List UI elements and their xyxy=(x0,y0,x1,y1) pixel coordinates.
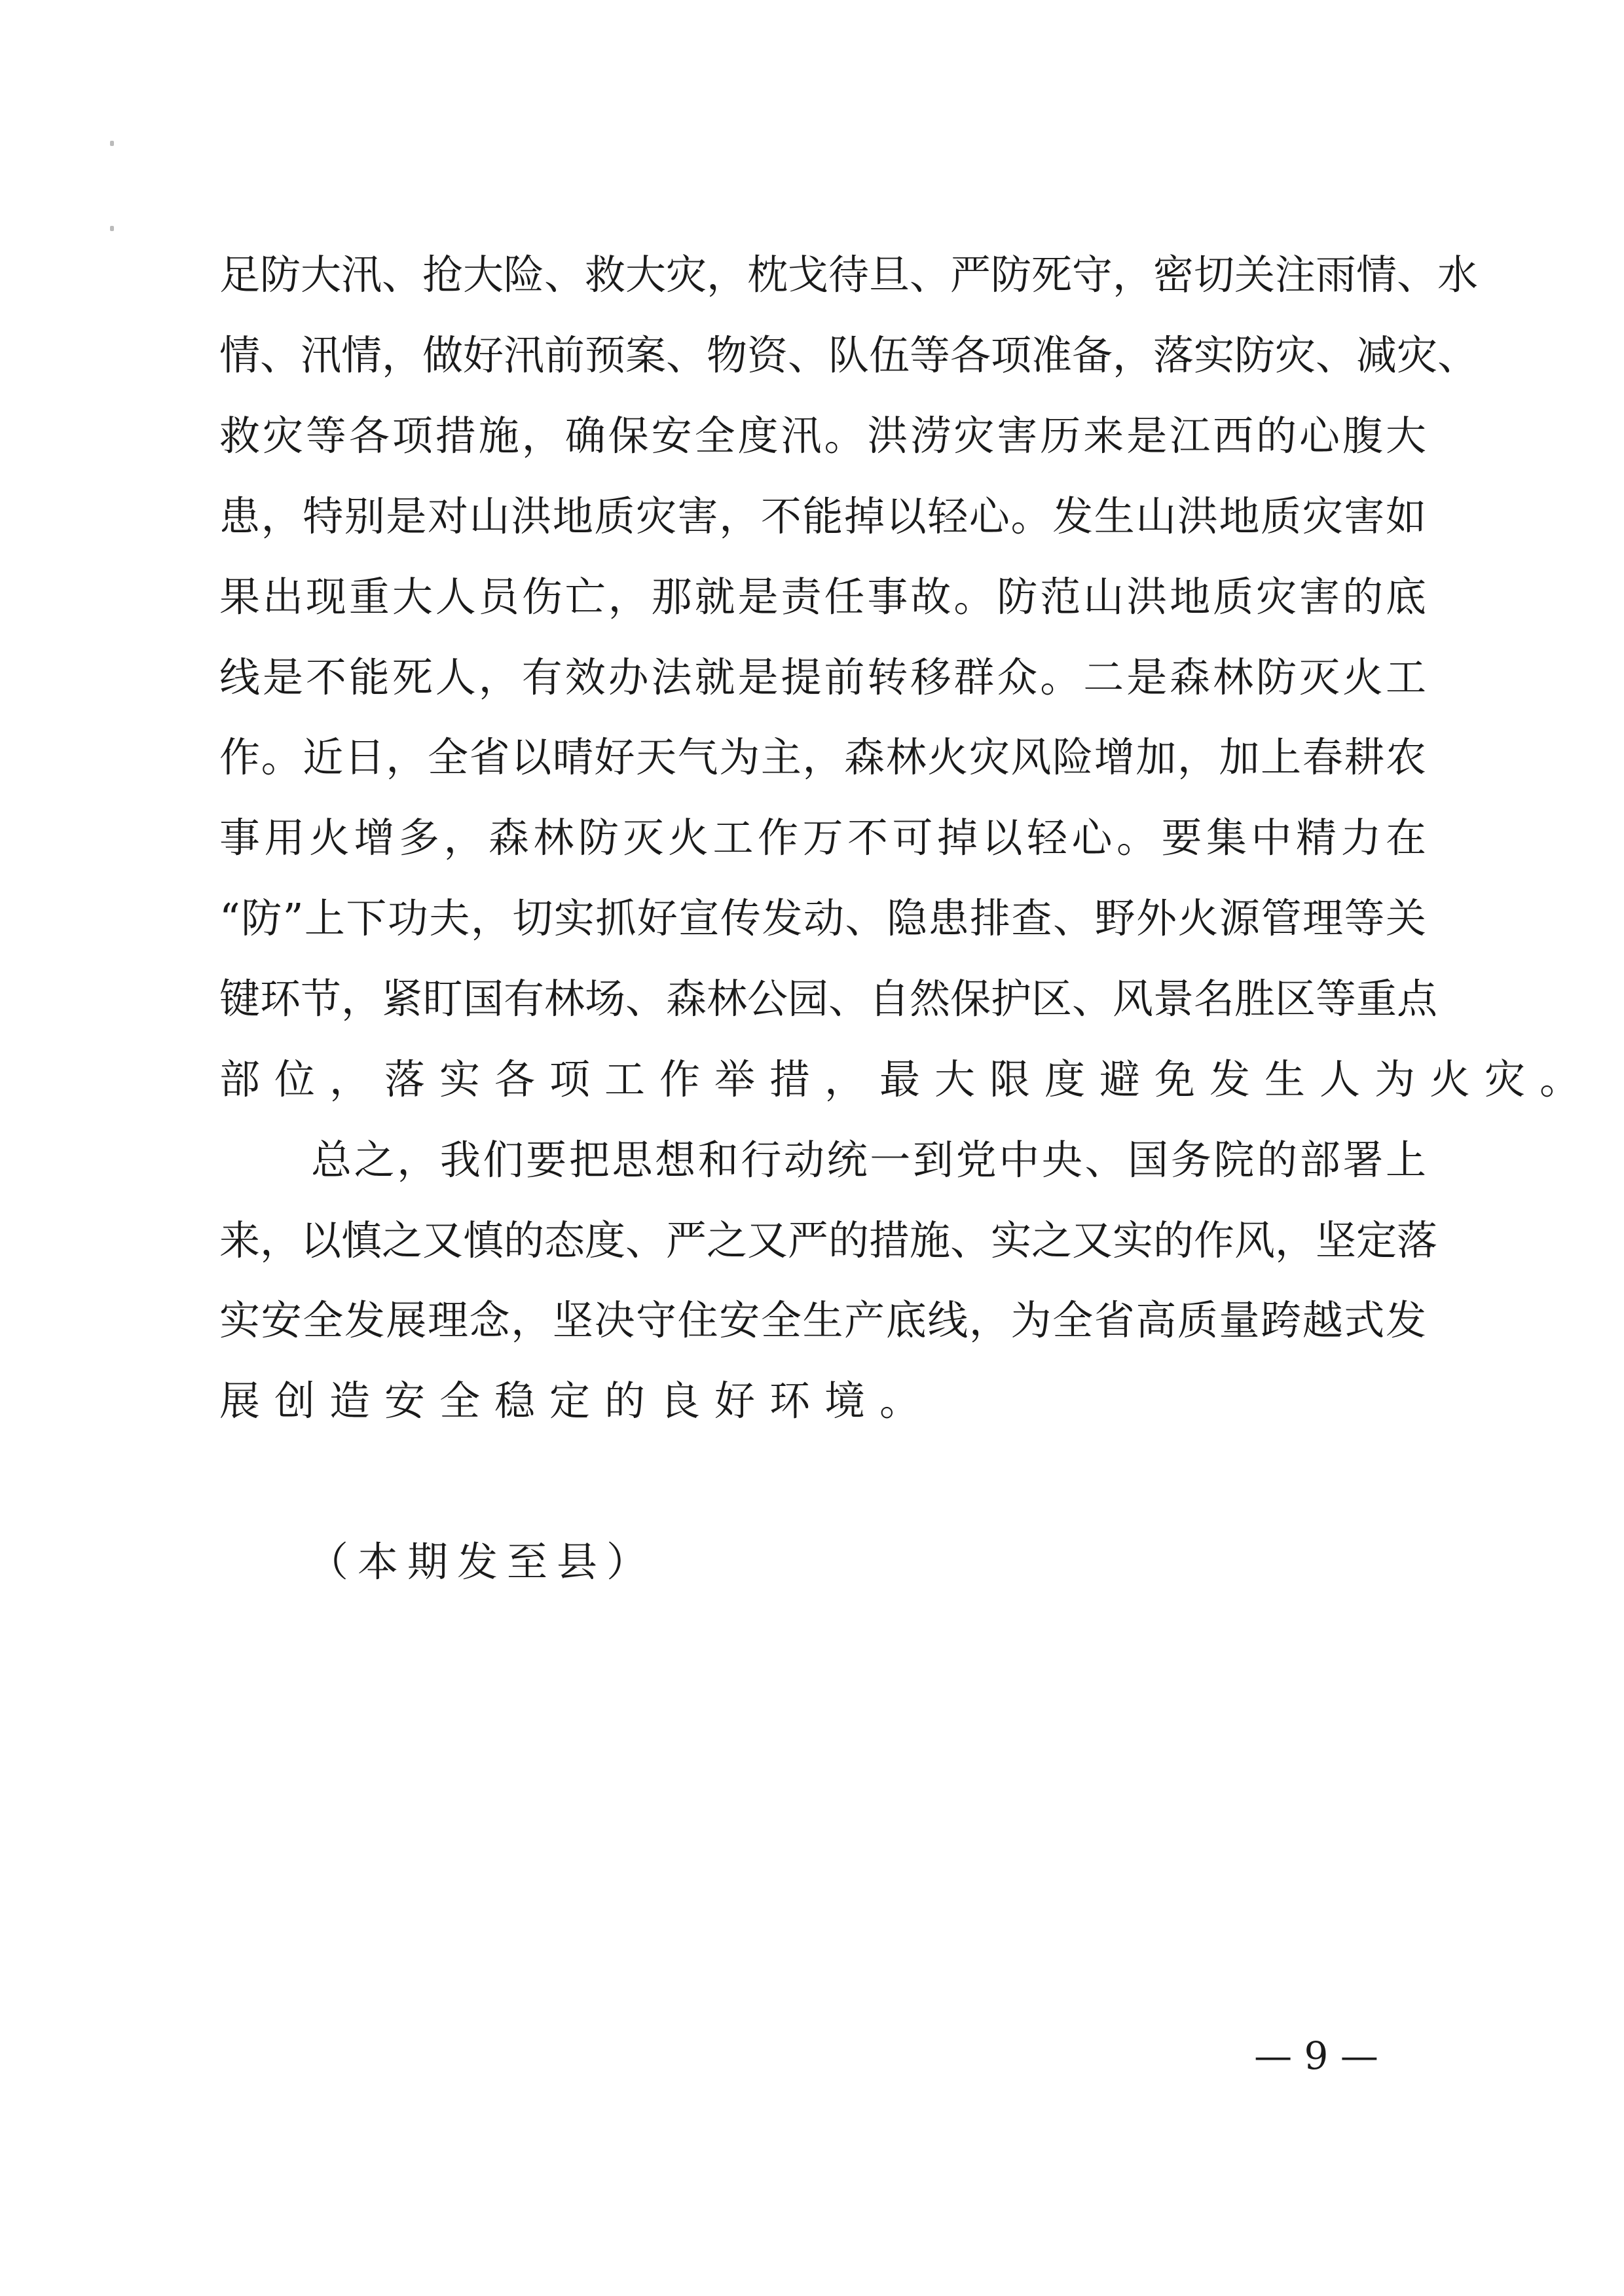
page-number: — 9 — xyxy=(1254,2033,1378,2078)
text-line: 键环节，紧盯国有林场、森林公园、自然保护区、风景名胜区等重点 xyxy=(219,975,1438,1023)
text-line: “防”上下功夫，切实抓好宣传发动、隐患排查、野外火源管理等关 xyxy=(219,894,1426,942)
text-line: 足防大汛、抢大险、救大灾，枕戈待旦、严防死守，密切关注雨情、水 xyxy=(219,251,1479,299)
distribution-note: （本期发至县） xyxy=(308,1538,657,1586)
text-line: 展创造安全稳定的良好环境。 xyxy=(219,1377,935,1425)
text-line: 部位，落实各项工作举措，最大限度避免发生人为火灾。 xyxy=(219,1055,1595,1103)
text-line: 实安全发展理念，坚决守住安全生产底线，为全省高质量跨越式发 xyxy=(219,1296,1426,1344)
text-line: 事用火增多，森林防灭火工作万不可掉以轻心。要集中精力在 xyxy=(219,814,1426,862)
text-line: 作。近日，全省以晴好天气为主，森林火灾风险增加，加上春耕农 xyxy=(219,733,1426,781)
text-line: 线是不能死人，有效办法就是提前转移群众。二是森林防灭火工 xyxy=(219,653,1426,701)
text-line: 情、汛情，做好汛前预案、物资、队伍等各项准备，落实防灾、减灾、 xyxy=(219,331,1479,379)
text-line: 来，以慎之又慎的态度、严之又严的措施、实之又实的作风，坚定落 xyxy=(219,1216,1438,1264)
text-line: 患，特别是对山洪地质灾害，不能掉以轻心。发生山洪地质灾害如 xyxy=(219,492,1426,540)
text-line: 总之，我们要把思想和行动统一到党中央、国务院的部署上 xyxy=(311,1136,1426,1184)
scan-mark xyxy=(110,226,114,231)
scan-mark xyxy=(110,141,114,146)
text-line: 救灾等各项措施，确保安全度汛。洪涝灾害历来是江西的心腹大 xyxy=(219,412,1426,460)
text-line: 果出现重大人员伤亡，那就是责任事故。防范山洪地质灾害的底 xyxy=(219,573,1426,621)
